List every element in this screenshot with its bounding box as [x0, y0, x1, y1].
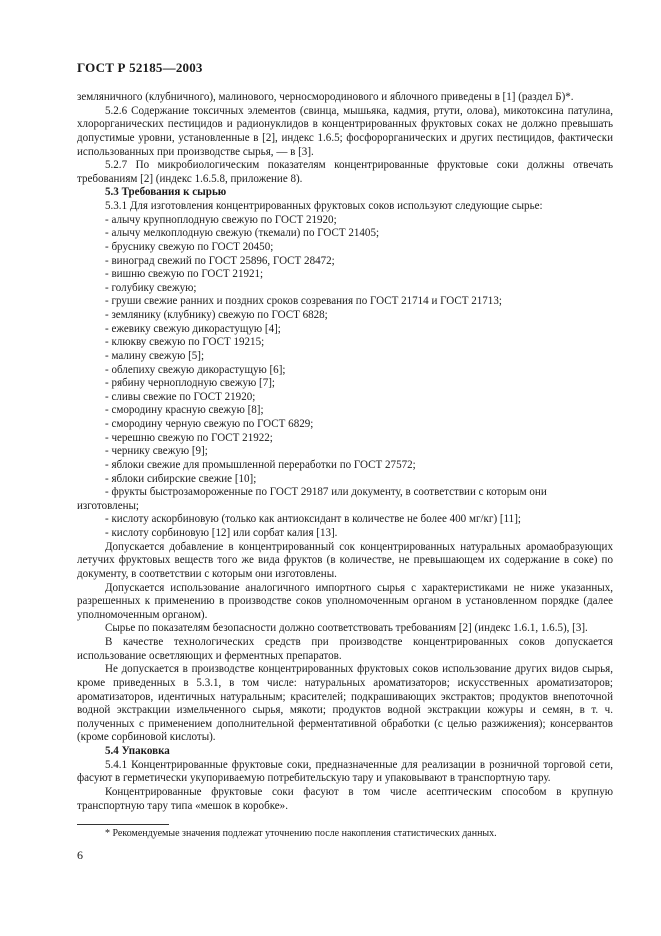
list-item: - вишню свежую по ГОСТ 21921;	[105, 268, 264, 281]
paragraph-raw-safety: Сырье по показателям безопасности должно соответствовать требованиям [2] (индекс 1.6.1, 1.6.5), [3].	[105, 622, 588, 635]
paragraph-technological-means: В качестве технологических средств при производстве концентрированных соков допускается использование осветляющих и ферментных препаратов.	[77, 636, 613, 662]
footnote: * Рекомендуемые значения подлежат уточнению после накопления статистических данных.	[105, 828, 497, 839]
list-item-frozen-fruits-continuation: изготовлены;	[77, 499, 140, 512]
paragraph-5-3-1: 5.3.1 Для изготовления концентрированных фруктовых соков используют следующие сырье:	[105, 200, 543, 212]
list-item: - алычу мелкоплодную свежую (ткемали) по ГОСТ 21405;	[105, 227, 380, 240]
list-item: - малину свежую [5];	[105, 349, 205, 362]
page-header-title: ГОСТ Р 52185—2003	[77, 60, 203, 75]
document-body	[77, 91, 613, 813]
paragraph-aroma-addition: Допускается добавление в концентрированный сок концентрированных натуральных аромаобразующих летучих фруктовых веществ того же вида фруктов (в количестве, не превышающем их содержание в соке) по документу, в соответствии с которым они изготовлены.	[77, 540, 613, 580]
list-item: - смородину черную свежую по ГОСТ 6829;	[105, 418, 314, 430]
paragraph-5-4-1: 5.4.1 Концентрированные фруктовые соки, предназначенные для реализации в розничной торговой сети, фасуют в герметически укупориваемую потребительскую тару и упаковывают в транспортную тару.	[77, 758, 613, 785]
section-heading-5-4: 5.4 Упаковка	[105, 745, 170, 757]
list-item: - землянику (клубнику) свежую по ГОСТ 6828;	[105, 309, 328, 321]
list-item: - клюкву свежую по ГОСТ 19215;	[105, 336, 265, 349]
list-item: - рябину черноплодную свежую [7];	[105, 377, 275, 390]
list-item: - яблоки сибирские свежие [10];	[105, 472, 257, 485]
footnote-divider	[77, 824, 169, 825]
raw-materials-list	[77, 214, 613, 541]
list-item-frozen-fruits: - фрукты быстрозамороженные по ГОСТ 29187 или документу, в соответствии с которым они	[105, 486, 547, 499]
paragraph-imported-raw: Допускается использование аналогичного импортного сырья с характеристиками не ниже указанных, разрешенных к применению в производстве соков уполномоченным органом в установленном порядке (далее уполномоченным органом).	[77, 581, 613, 621]
list-item: - чернику свежую [9];	[105, 445, 208, 458]
list-item: - ежевику свежую дикорастущую [4];	[105, 322, 281, 335]
list-item: - виноград свежий по ГОСТ 25896, ГОСТ 28472;	[105, 254, 335, 267]
list-item: - черешню свежую по ГОСТ 21922;	[105, 431, 273, 444]
list-item: - кислоту сорбиновую [12] или сорбат калия [13].	[105, 527, 338, 539]
list-item: - сливы свежие по ГОСТ 21920;	[105, 390, 256, 403]
list-item: - груши свежие ранних и поздних сроков созревания по ГОСТ 21714 и ГОСТ 21713;	[105, 295, 502, 308]
paragraph-continuation: земляничного (клубничного), малинового, черносмородинового и яблочного приведены в [1] (раздел Б)*.	[77, 91, 574, 103]
section-heading-5-3: 5.3 Требования к сырью	[105, 186, 227, 199]
list-item: - голубику свежую;	[105, 281, 197, 294]
list-item: - кислоту аскорбиновую (только как антиоксидант в количестве не более 400 мг/кг) [11];	[105, 513, 521, 526]
paragraph-5-2-7: 5.2.7 По микробиологическим показателям концентрированные фруктовые соки должны отвечать требованиям [2] (индекс 1.6.5.8, приложение 8).	[77, 159, 613, 185]
paragraph-5-2-6: 5.2.6 Содержание токсичных элементов (свинца, мышьяка, кадмия, ртути, олова), микотоксина патулина, хлорорганических пестицидов и радионуклидов в концентрированных фруктовых соках не должно превышать допустимые уровни, установленные в [2], индекс 1.6.5; фосфорорганических и других пестицидов, фактически использованных при производстве сырья, — в [3].	[77, 104, 613, 158]
paragraph-prohibited-raw: Не допускается в производстве концентрированных фруктовых соков использование других видов сырья, кроме приведенных в 5.3.1, в том числе: натуральных ароматизаторов; искусственных ароматизаторов; ароматизаторов, идентичных натуральным; красителей; подкрашивающих экстрактов; продуктов внепоточной водной экстракции измельченного сырья, мякоти; продуктов водной экстракции кожуры и семян, в т. ч. полученных с применением дополнительной ферментативной обработки (с целью разжижения); консервантов (кроме сорбиновой кислоты).	[77, 663, 613, 744]
list-item: - алычу крупноплодную свежую по ГОСТ 21920;	[105, 213, 337, 226]
paragraph-aseptic-packing: Концентрированные фруктовые соки фасуют в том числе асептическим способом в крупную транспортную тару типа «мешок в коробке».	[77, 785, 613, 812]
list-item: - бруснику свежую по ГОСТ 20450;	[105, 240, 274, 253]
list-item: - яблоки свежие для промышленной переработки по ГОСТ 27572;	[105, 458, 416, 471]
page-number: 6	[77, 848, 83, 862]
list-item: - смородину красную свежую [8];	[105, 404, 264, 417]
list-item: - облепиху свежую дикорастущую [6];	[105, 363, 286, 376]
